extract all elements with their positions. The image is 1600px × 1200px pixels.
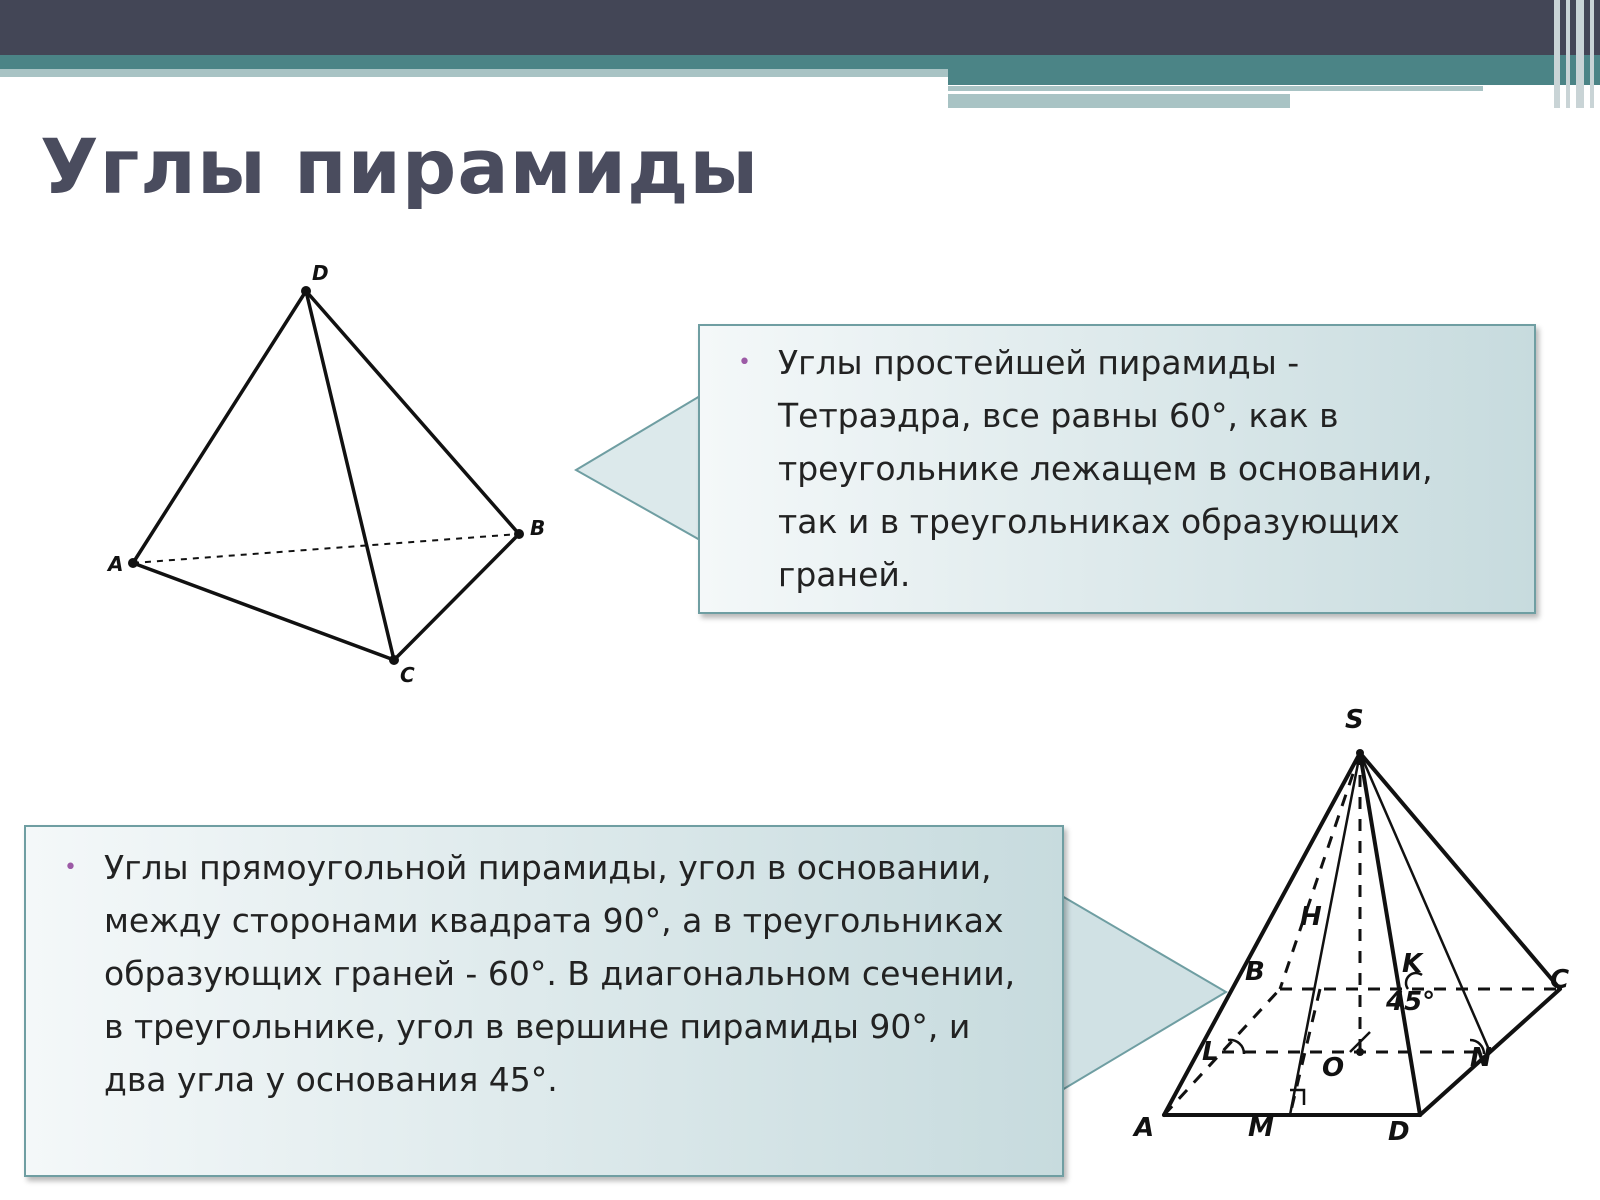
tetrahedron-figure [90,260,570,700]
edge-ac [133,563,394,660]
label-d: D [312,261,329,285]
callout-square-pyramid [24,825,1064,1177]
label-o: O [1322,1053,1345,1083]
label-k: K [1402,949,1423,979]
label-c: C [1550,965,1570,995]
callout-square-pyramid-text: Углы прямоугольной пирамиды, угол в основании, между сторонами квадрата 90°, а в треугольниках образующих граней - 60°. В диагональном сечении, в треугольнике, угол в вершине пирамиды 90°, и два угла у основания 45°. [104,848,1016,1099]
edge-sc [1360,753,1560,989]
label-m: M [1248,1113,1274,1143]
edge-cb [394,534,519,660]
label-s: S [1345,705,1364,735]
vertex-a [128,558,138,568]
bullet-item [700,336,1534,601]
vertex-c [389,655,399,665]
edge-ab-hidden [133,534,519,563]
edge-da [133,291,306,563]
label-d: D [1388,1117,1410,1147]
header-right-stripe [948,86,1483,91]
edge-sd [1360,753,1420,1115]
header-teal-band [0,55,1600,69]
label-c: C [400,663,415,687]
header-dark-band [0,0,1600,55]
edge-db [306,291,519,534]
vertex-b [514,529,524,539]
header-teal-right-band [948,69,1600,85]
header-light-stripe [0,69,950,77]
label-l: L [1202,1037,1219,1067]
slide-title: Углы пирамиды [40,122,760,211]
label-h: H [1300,902,1322,932]
bullet-dot: • [738,350,751,375]
vertex-d [301,286,311,296]
label-angle: 45° [1386,987,1436,1017]
edge-dc [306,291,394,660]
label-a: A [1134,1113,1155,1143]
label-a: A [108,552,124,576]
header-vertical-bars [1552,0,1600,108]
bullet-item [26,841,1062,1106]
callout-tetrahedron-text: Углы простейшей пирамиды - Тетраэдра, все равны 60°, как в треугольнике лежащем в основании, так и в треугольниках образующих граней. [778,343,1433,594]
callout-1-pointer [560,380,720,640]
label-n: N [1470,1043,1492,1073]
label-b: B [530,516,546,540]
bullet-dot: • [64,855,77,880]
square-pyramid-figure [1134,705,1600,1180]
label-b: B [1245,957,1265,987]
callout-tetrahedron [698,324,1536,614]
header-right-stripe [948,94,1290,108]
